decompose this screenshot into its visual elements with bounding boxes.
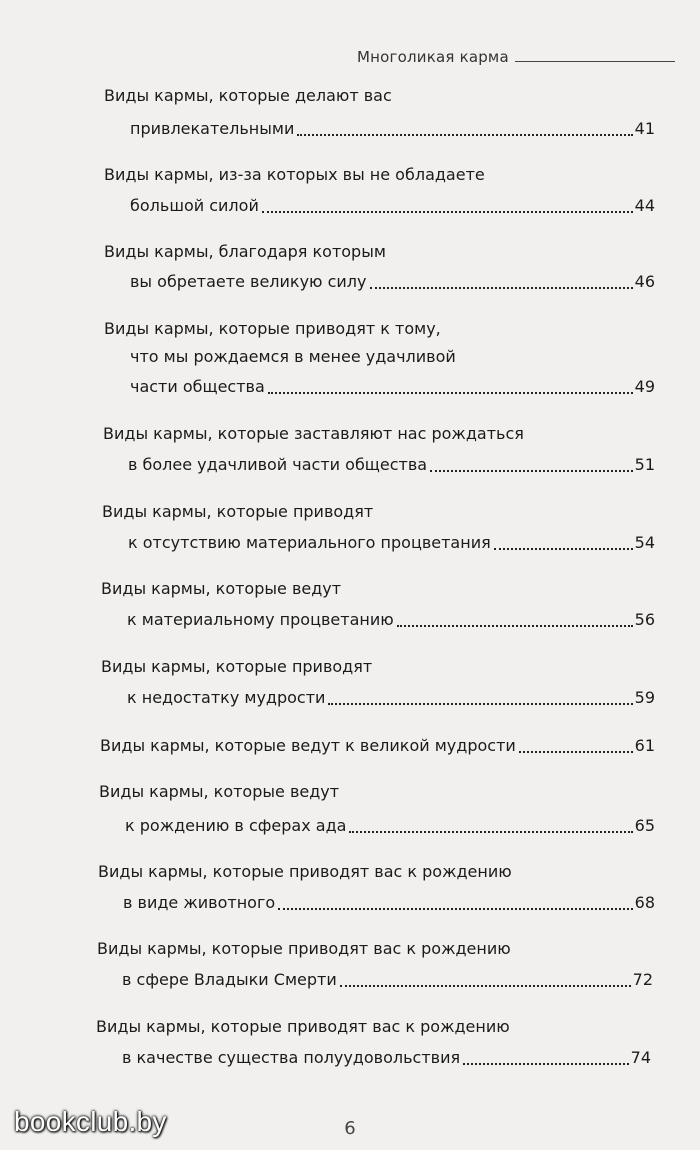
leader-dots	[328, 702, 632, 705]
toc-entry-final-line	[123, 891, 655, 915]
running-head-title: Многоликая карма	[357, 48, 509, 66]
leader-dots	[340, 984, 631, 987]
toc-entry-line: Виды кармы, которые приводят	[101, 657, 373, 676]
toc-entry-line: Виды кармы, которые приводят	[102, 502, 374, 521]
toc-entry-line: Виды кармы, которые заставляют нас рождаться	[103, 424, 524, 443]
leader-dots	[262, 210, 633, 213]
leader-dots	[519, 750, 633, 753]
toc-page-number: 51	[634, 455, 655, 474]
toc-entry-title: большой силой	[130, 196, 259, 215]
leader-dots	[349, 830, 632, 833]
toc-entry-final-line	[130, 375, 655, 399]
toc-entry-line: Виды кармы, из-за которых вы не обладаете	[104, 165, 485, 184]
toc-page-number: 61	[634, 736, 655, 755]
toc-entry-title: привлекательными	[130, 119, 295, 138]
leader-dots	[278, 907, 633, 910]
toc-entry-title: Виды кармы, которые ведут к великой мудрости	[100, 736, 516, 755]
toc-entry-title: части общества	[130, 377, 265, 396]
toc-entry-line: Виды кармы, которые приводят вас к рождению	[97, 939, 511, 958]
toc-page-number: 49	[634, 377, 655, 396]
toc-entry-title: в виде животного	[123, 893, 276, 912]
toc-entry-final-line	[122, 968, 653, 992]
leader-dots	[297, 133, 632, 136]
toc-entry-title: вы обретаете великую силу	[130, 272, 367, 291]
toc-entry-line: Виды кармы, которые делают вас	[104, 86, 392, 105]
toc-entry-final-line	[100, 734, 655, 758]
leader-dots	[430, 469, 633, 472]
toc-page-number: 46	[634, 272, 655, 291]
toc-page-number: 74	[630, 1048, 651, 1067]
toc-entry-line: Виды кармы, которые приводят вас к рождению	[96, 1017, 510, 1036]
toc-entry-line: Виды кармы, которые ведут	[99, 782, 340, 801]
toc-entry-line: Виды кармы, благодаря которым	[104, 242, 386, 261]
toc-page-number: 59	[634, 688, 655, 707]
toc-entry-title: в сфере Владыки Смерти	[122, 970, 337, 989]
watermark-logo: bookclub.by	[14, 1106, 167, 1137]
toc-entry-line: что мы рождаемся в менее удачливой	[130, 347, 456, 366]
toc-entry-title: в более удачливой части общества	[128, 455, 428, 474]
toc-entry-final-line	[122, 1046, 651, 1070]
toc-page-number: 56	[634, 610, 655, 629]
toc-page-number: 41	[634, 119, 655, 138]
page-number: 6	[344, 1118, 356, 1139]
toc-page-number: 44	[634, 196, 655, 215]
toc-entry-final-line	[130, 194, 655, 218]
toc-page-number: 65	[634, 816, 655, 835]
toc-entry-final-line	[128, 453, 655, 477]
toc-page-number: 54	[634, 533, 655, 552]
toc-entry-line: Виды кармы, которые ведут	[101, 579, 342, 598]
toc-entry-final-line	[128, 531, 655, 555]
toc-page-number: 72	[632, 970, 653, 989]
toc-entry-line: Виды кармы, которые приводят к тому,	[104, 319, 441, 338]
leader-dots	[494, 547, 633, 550]
leader-dots	[268, 391, 633, 394]
toc-entry-line: Виды кармы, которые приводят вас к рождению	[98, 862, 512, 881]
toc-entry-title: в качестве существа полуудовольствия	[122, 1048, 461, 1067]
toc-entry-final-line	[127, 686, 655, 710]
toc-entry-final-line	[125, 814, 655, 838]
toc-entry-title: к рождению в сферах ада	[125, 816, 347, 835]
leader-dots	[463, 1062, 629, 1065]
toc-page-number: 68	[634, 893, 655, 912]
toc-entry-final-line	[127, 608, 655, 632]
toc-entry-title: к отсутствию материального процветания	[128, 533, 491, 552]
toc-entry-final-line	[130, 117, 655, 141]
toc-entry-title: к недостатку мудрости	[127, 688, 326, 707]
leader-dots	[370, 286, 633, 289]
toc-entry-final-line	[130, 270, 655, 294]
leader-dots	[397, 624, 633, 627]
toc-entry-title: к материальному процветанию	[127, 610, 394, 629]
